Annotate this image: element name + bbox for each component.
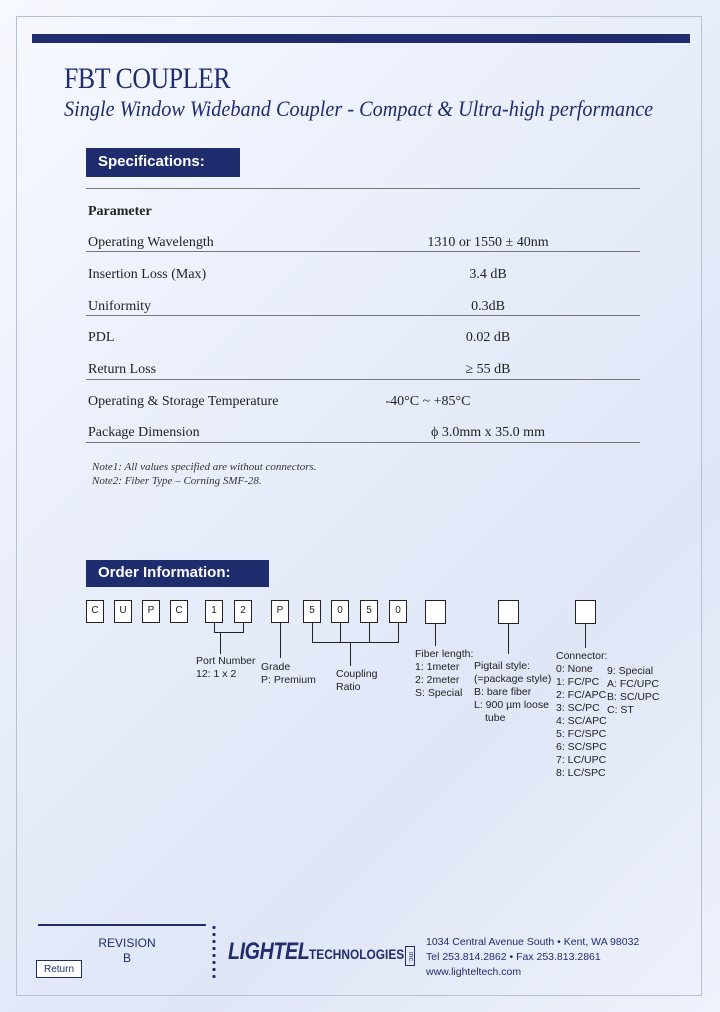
revision-value: B [122,951,131,965]
code-box: 5 [360,600,378,623]
specifications-heading: Specifications: [86,148,240,177]
spec-param: Insertion Loss (Max) [88,267,207,282]
connector-line [312,623,313,643]
revision-block [92,936,162,966]
spec-value: -40°C ~ +85°C [385,394,471,409]
spec-row-divider [86,379,640,380]
code-box: U [114,600,132,623]
code-box: 2 [234,600,252,623]
note-2: Note2: Fiber Type – Corning SMF-28. [92,475,262,487]
fiber-length-box [425,600,446,624]
company-logo [228,938,421,966]
spec-param: Return Loss [88,362,157,377]
logo-lightel: LIGHTEL [228,938,310,965]
code-box: C [86,600,104,623]
port-number-label: Port Number 12: 1 x 2 [196,655,256,680]
code-box: 5 [303,600,321,623]
spec-param: Package Dimension [88,425,200,440]
connector-line [398,623,399,643]
code-box: 0 [389,600,407,623]
connector-options-col1: 0: None 1: FC/PC 2: FC/APC 3: SC/PC 4: SC/APC 5: FC/SPC 6: SC/SPC 7: LC/UPC 8: LC/SPC [556,663,607,779]
footer-rule [38,924,206,926]
website-link[interactable]: www.lighteltech.com [426,966,522,978]
page-subtitle: Single Window Wideband Coupler - Compact & Ultra-high performance [64,96,654,121]
spec-value: 0.3dB [471,299,505,314]
connector-line [350,642,351,666]
code-box: C [170,600,188,623]
connector-line [369,623,370,643]
spec-value: 0.02 dB [465,330,511,345]
code-box: 1 [205,600,223,623]
connector-line [312,642,399,643]
connector-options-col2: 9: Special A: FC/UPC B: SC/UPC C: ST [607,665,660,716]
spec-row-divider [86,251,640,252]
coupling-ratio-label: Coupling Ratio [336,668,378,693]
pigtail-style-box [498,600,519,624]
logo-inc-badge: inc. [405,946,415,966]
spec-value: 3.4 dB [469,267,507,282]
connector-line [508,624,509,654]
spec-value: ≥ 55 dB [465,362,511,377]
connector-line [280,623,281,658]
spec-row-divider [86,442,640,443]
spec-param: PDL [88,330,115,345]
connector-title: Connector: [556,650,608,662]
phone-fax-line: Tel 253.814.2862 • Fax 253.813.2861 [426,951,601,963]
code-box: 0 [331,600,349,623]
code-box: P [142,600,160,623]
spec-table-top-rule [86,188,640,189]
spec-param: Operating & Storage Temperature [88,394,279,409]
connector-line [435,624,436,646]
connector-line [220,632,221,654]
page-title: FBT COUPLER [64,62,231,95]
code-box: P [271,600,289,623]
fiber-length-options: Fiber length: 1: 1meter 2: 2meter S: Special [415,648,474,699]
top-banner-bar [32,34,690,43]
revision-label: REVISION [98,936,156,950]
return-button[interactable]: Return [36,960,82,978]
spec-row-divider [86,315,640,316]
parameter-column-label: Parameter [88,204,152,219]
dotted-separator [212,924,216,980]
spec-value: ϕ 3.0mm x 35.0 mm [431,425,545,440]
note-1: Note1: All values specified are without connectors. [92,461,317,473]
spec-value: 1310 or 1550 ± 40nm [427,235,549,250]
connector-line [585,624,586,648]
spec-param: Operating Wavelength [88,235,214,250]
company-address [426,935,639,980]
logo-technologies: TECHNOLOGIES [309,946,405,962]
pigtail-style-options: Pigtail style: (=package style) B: bare fiber L: 900 µm loose tube [474,660,552,724]
connector-box [575,600,596,624]
address-line: 1034 Central Avenue South • Kent, WA 98032 [426,936,640,948]
connector-line [340,623,341,643]
order-information-heading: Order Information: [86,560,269,587]
connector-line [214,632,244,633]
spec-param: Uniformity [88,299,151,314]
grade-label: Grade P: Premium [261,661,316,686]
